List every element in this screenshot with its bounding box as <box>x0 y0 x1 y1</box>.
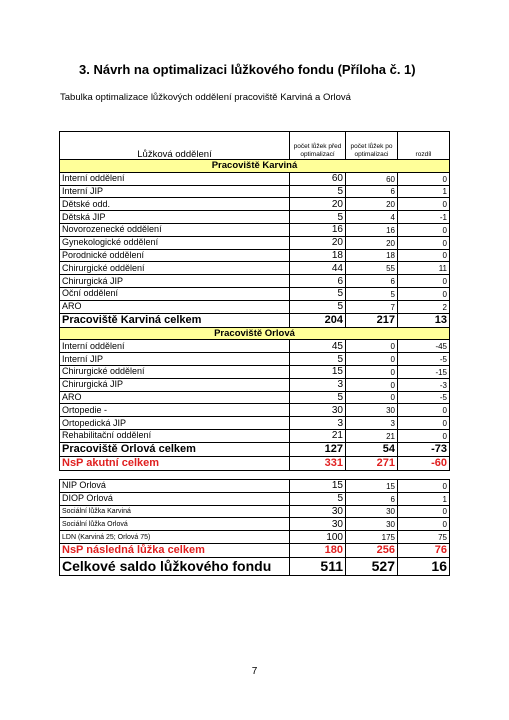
row-after: 60 <box>346 172 398 185</box>
table-row <box>60 172 450 185</box>
row-before: 6 <box>290 275 346 288</box>
row-after: 20 <box>346 236 398 249</box>
row-diff: 0 <box>398 505 450 518</box>
followup-total-name: NsP následná lůžka celkem <box>60 543 290 557</box>
row-before: 5 <box>290 287 346 300</box>
total-after: 54 <box>346 442 398 456</box>
row-diff: 2 <box>398 300 450 313</box>
row-diff: 0 <box>398 198 450 211</box>
row-diff: 75 <box>398 531 450 544</box>
row-name: LDN (Karviná 25; Orlová 75) <box>60 531 290 544</box>
row-name: Dětská JIP <box>60 211 290 224</box>
table-row <box>60 353 450 366</box>
row-diff: -1 <box>398 211 450 224</box>
row-before: 3 <box>290 417 346 430</box>
section-heading: 3. Návrh na optimalizaci lůžkového fondu (Příloha č. 1) <box>79 62 416 77</box>
row-diff: 0 <box>398 249 450 262</box>
row-name: Dětské odd. <box>60 198 290 211</box>
row-before: 30 <box>290 518 346 531</box>
table-row <box>60 300 450 313</box>
table-row <box>60 365 450 378</box>
row-name: Chirurgické oddělení <box>60 262 290 275</box>
row-before: 21 <box>290 429 346 442</box>
row-before: 30 <box>290 505 346 518</box>
table-row <box>60 429 450 442</box>
table-row <box>60 275 450 288</box>
header-name: Lůžková oddělení <box>60 132 290 160</box>
grand-total-diff: 16 <box>398 557 450 575</box>
page-number: 7 <box>251 666 258 677</box>
row-before: 5 <box>290 300 346 313</box>
acute-total-before: 331 <box>290 456 346 470</box>
row-name: Chirurgická JIP <box>60 275 290 288</box>
total-before: 127 <box>290 442 346 456</box>
row-diff: 0 <box>398 404 450 417</box>
row-name: ARO <box>60 391 290 404</box>
acute-total-diff: -60 <box>398 456 450 470</box>
followup-total-after: 256 <box>346 543 398 557</box>
row-after: 16 <box>346 223 398 236</box>
acute-total-name: NsP akutní celkem <box>60 456 290 470</box>
row-diff: 0 <box>398 518 450 531</box>
grand-total-row <box>60 557 450 575</box>
row-after: 3 <box>346 417 398 430</box>
total-after: 217 <box>346 313 398 327</box>
table-header-row <box>60 132 450 160</box>
total-name: Pracoviště Karviná celkem <box>60 313 290 327</box>
row-diff: -15 <box>398 365 450 378</box>
row-name: ARO <box>60 300 290 313</box>
row-diff: 1 <box>398 492 450 505</box>
row-name: Rehabilitační oddělení <box>60 429 290 442</box>
section-row-orlova <box>60 327 450 340</box>
row-before: 5 <box>290 185 346 198</box>
row-after: 15 <box>346 480 398 493</box>
row-name: Oční oddělení <box>60 287 290 300</box>
row-diff: 0 <box>398 417 450 430</box>
row-after: 4 <box>346 211 398 224</box>
table-row <box>60 480 450 493</box>
row-diff: 0 <box>398 429 450 442</box>
acute-total-row <box>60 456 450 470</box>
row-before: 5 <box>290 492 346 505</box>
row-before: 5 <box>290 353 346 366</box>
grand-total-before: 511 <box>290 557 346 575</box>
row-name: Chirurgická JIP <box>60 378 290 391</box>
total-before: 204 <box>290 313 346 327</box>
header-after: počet lůžek po optimalizaci <box>346 132 398 160</box>
table-row <box>60 531 450 544</box>
row-after: 7 <box>346 300 398 313</box>
row-name: Gynekologické oddělení <box>60 236 290 249</box>
row-name: Porodnické oddělení <box>60 249 290 262</box>
table-row <box>60 378 450 391</box>
table-caption: Tabulka optimalizace lůžkových oddělení pracoviště Karviná a Orlová <box>60 92 351 103</box>
table-row <box>60 198 450 211</box>
row-before: 44 <box>290 262 346 275</box>
row-before: 3 <box>290 378 346 391</box>
row-before: 15 <box>290 365 346 378</box>
row-diff: -5 <box>398 391 450 404</box>
row-diff: 0 <box>398 275 450 288</box>
row-before: 5 <box>290 391 346 404</box>
row-name: NIP Orlová <box>60 480 290 493</box>
row-before: 15 <box>290 480 346 493</box>
acute-total-after: 271 <box>346 456 398 470</box>
row-after: 5 <box>346 287 398 300</box>
row-after: 55 <box>346 262 398 275</box>
row-diff: 1 <box>398 185 450 198</box>
total-row-orlova <box>60 442 450 456</box>
total-row-karvina <box>60 313 450 327</box>
table-row <box>60 518 450 531</box>
header-before: počet lůžek před optimalizací <box>290 132 346 160</box>
row-after: 175 <box>346 531 398 544</box>
table-row <box>60 236 450 249</box>
row-name: Novorozenecké oddělení <box>60 223 290 236</box>
row-before: 18 <box>290 249 346 262</box>
followup-total-row <box>60 543 450 557</box>
header-diff: rozdíl <box>398 132 450 160</box>
row-diff: -3 <box>398 378 450 391</box>
row-before: 16 <box>290 223 346 236</box>
row-after: 21 <box>346 429 398 442</box>
section-title: Pracoviště Orlová <box>60 327 450 340</box>
row-name: Sociální lůžka Karviná <box>60 505 290 518</box>
total-diff: -73 <box>398 442 450 456</box>
section-row-karvina <box>60 160 450 173</box>
row-before: 30 <box>290 404 346 417</box>
row-diff: -5 <box>398 353 450 366</box>
row-diff: 0 <box>398 287 450 300</box>
total-name: Pracoviště Orlová celkem <box>60 442 290 456</box>
grand-total-after: 527 <box>346 557 398 575</box>
followup-beds-table <box>59 479 450 576</box>
section-title: Pracoviště Karviná <box>60 160 450 173</box>
row-diff: 0 <box>398 236 450 249</box>
row-name: Interní oddělení <box>60 172 290 185</box>
row-before: 45 <box>290 340 346 353</box>
row-diff: 0 <box>398 172 450 185</box>
row-diff: 0 <box>398 480 450 493</box>
row-before: 20 <box>290 198 346 211</box>
table-row <box>60 185 450 198</box>
row-diff: 0 <box>398 223 450 236</box>
row-before: 100 <box>290 531 346 544</box>
table-row <box>60 417 450 430</box>
row-after: 6 <box>346 492 398 505</box>
bed-optimization-table <box>59 131 450 471</box>
row-after: 20 <box>346 198 398 211</box>
table-row <box>60 262 450 275</box>
row-name: Sociální lůžka Orlová <box>60 518 290 531</box>
table-row <box>60 505 450 518</box>
table-row <box>60 211 450 224</box>
table-row <box>60 223 450 236</box>
row-name: DIOP Orlová <box>60 492 290 505</box>
row-after: 30 <box>346 505 398 518</box>
row-name: Chirurgické oddělení <box>60 365 290 378</box>
row-before: 5 <box>290 211 346 224</box>
row-after: 0 <box>346 378 398 391</box>
row-diff: 11 <box>398 262 450 275</box>
grand-total-name: Celkové saldo lůžkového fondu <box>60 557 290 575</box>
row-after: 18 <box>346 249 398 262</box>
row-name: Ortopedie - <box>60 404 290 417</box>
table-row <box>60 249 450 262</box>
row-name: Interní JIP <box>60 353 290 366</box>
total-diff: 13 <box>398 313 450 327</box>
row-before: 60 <box>290 172 346 185</box>
row-after: 30 <box>346 518 398 531</box>
followup-total-before: 180 <box>290 543 346 557</box>
row-after: 30 <box>346 404 398 417</box>
row-name: Ortopedická JIP <box>60 417 290 430</box>
table-row <box>60 287 450 300</box>
row-name: Interní JIP <box>60 185 290 198</box>
row-after: 0 <box>346 353 398 366</box>
table-row <box>60 340 450 353</box>
row-before: 20 <box>290 236 346 249</box>
row-after: 0 <box>346 340 398 353</box>
row-name: Interní oddělení <box>60 340 290 353</box>
followup-total-diff: 76 <box>398 543 450 557</box>
table-row <box>60 404 450 417</box>
row-diff: -45 <box>398 340 450 353</box>
row-after: 0 <box>346 365 398 378</box>
row-after: 6 <box>346 275 398 288</box>
row-after: 0 <box>346 391 398 404</box>
table-row <box>60 492 450 505</box>
table-row <box>60 391 450 404</box>
row-after: 6 <box>346 185 398 198</box>
